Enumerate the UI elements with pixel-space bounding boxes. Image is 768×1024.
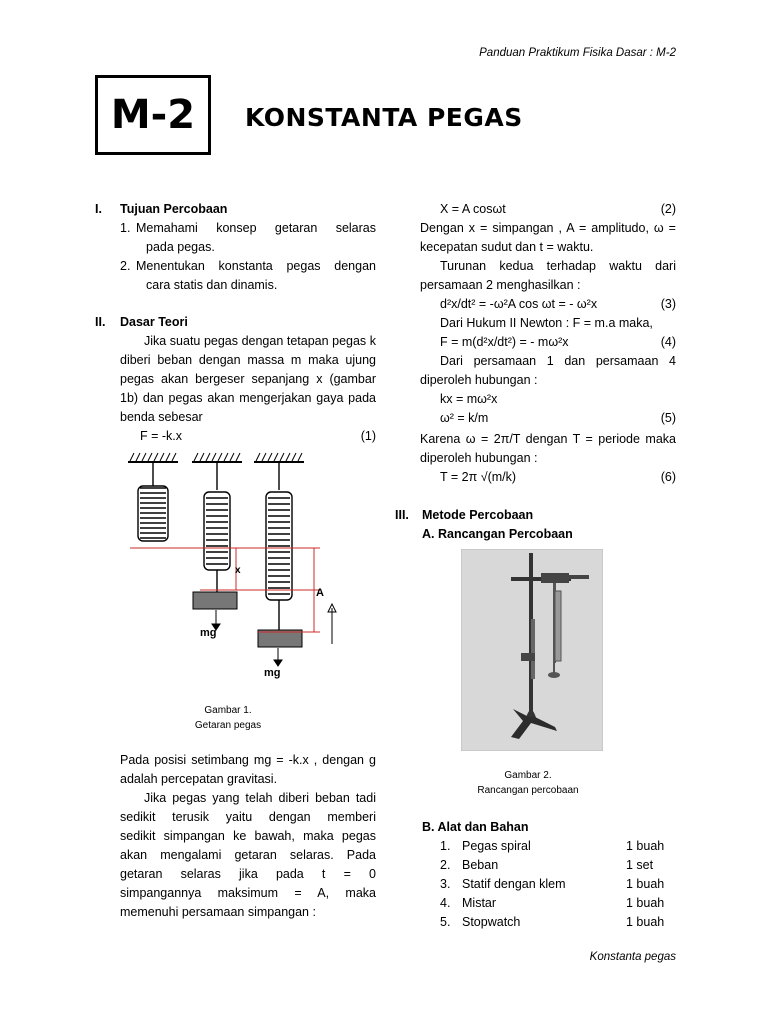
text-line: Pada posisi setimbang mg = -k.x , dengan g <box>120 753 376 767</box>
equation-1 <box>140 427 376 446</box>
subsection-a-title: A. Rancangan Percobaan <box>422 527 573 541</box>
tool-number: 5. <box>440 915 451 929</box>
equation-text: T = 2π √(m/k) <box>440 470 517 484</box>
equation-number: (4) <box>660 335 676 349</box>
text-line: Karena ω = 2π/T dengan T = periode maka <box>420 432 676 446</box>
label-mg-1: mg <box>200 627 217 639</box>
running-header: Panduan Praktikum Fisika Dasar : M-2 <box>479 47 676 59</box>
text-line: persamaan 2 menghasilkan : <box>420 278 581 292</box>
tool-row <box>440 894 680 913</box>
tool-name: Pegas spiral <box>462 839 531 853</box>
sec3-title: Metode Percobaan <box>422 508 534 522</box>
text-line: Dari persamaan 1 dan persamaan 4 <box>440 354 676 368</box>
text-line: Jika pegas yang telah diberi beban tadi <box>144 791 376 805</box>
text-line: 1b) dan pegas akan mengerjakan gaya pada <box>120 391 376 405</box>
objective-text: Menentukan konstanta pegas dengan <box>136 259 376 273</box>
tools-list <box>440 837 680 932</box>
spring-3 <box>266 492 292 630</box>
sec3-number: III. <box>395 508 409 522</box>
tool-number: 3. <box>440 877 451 891</box>
equation-text: F = m(d²x/dt²) = - mω²x <box>440 335 569 349</box>
theory-paragraph-2 <box>120 751 376 789</box>
tool-number: 1. <box>440 839 451 853</box>
objective-number: 2. <box>120 259 131 273</box>
equation-number: (5) <box>660 411 676 425</box>
text-line: simpangannya maksimum = A, maka <box>120 886 376 900</box>
tool-quantity: 1 set <box>626 858 654 872</box>
mass-block-1 <box>193 592 237 609</box>
objective-text: pada pegas. <box>146 240 215 254</box>
period-paragraph <box>420 430 676 468</box>
spring-1 <box>138 486 168 541</box>
sec2-number: II. <box>95 315 106 329</box>
objective-text: Memahami konsep getaran selaras <box>136 221 376 235</box>
label-mg-2: mg <box>264 667 281 679</box>
objective-text: cara statis dan dinamis. <box>146 278 278 292</box>
text-line: Jika suatu pegas dengan tetapan pegas k <box>144 334 376 348</box>
figure-springs <box>120 448 352 686</box>
tool-name: Stopwatch <box>462 915 521 929</box>
equation-text: F = -k.x <box>140 429 183 443</box>
tool-quantity: 1 buah <box>626 915 665 929</box>
equation-text: X = A cosωt <box>440 202 506 216</box>
theory-paragraph-3 <box>120 789 376 922</box>
figure-apparatus-photo <box>461 549 603 751</box>
tool-name: Mistar <box>462 896 497 910</box>
figure-2-caption <box>440 768 616 798</box>
sec2-title: Dasar Teori <box>120 315 188 329</box>
label-x: x <box>235 565 241 576</box>
tool-row <box>440 875 680 894</box>
text-line: Turunan kedua terhadap waktu dari <box>440 259 676 273</box>
equation-3 <box>440 295 676 314</box>
equation-4 <box>440 333 676 352</box>
text-line: pegas akan bergeser sepanjang x (gambar <box>120 372 376 386</box>
running-footer: Konstanta pegas <box>589 951 676 963</box>
objective-item <box>120 257 376 295</box>
equation-5 <box>440 409 676 428</box>
text-line: Dengan x = simpangan , A = amplitudo, ω = <box>420 221 676 235</box>
tool-quantity: 1 buah <box>626 877 665 891</box>
tool-name: Statif dengan klem <box>462 877 566 891</box>
label-a: A <box>316 587 324 599</box>
newton-line: Dari Hukum II Newton : F = m.a maka, <box>440 316 653 330</box>
relation-paragraph <box>420 352 676 390</box>
equation-number: (6) <box>660 470 676 484</box>
caption-text: Rancangan percobaan <box>477 785 579 796</box>
caption-label: Gambar 1. <box>204 705 252 716</box>
text-line: diperoleh hubungan : <box>420 451 538 465</box>
definition-paragraph <box>420 219 676 257</box>
module-code-box <box>95 75 211 155</box>
objective-list <box>120 219 376 295</box>
sec1-number: I. <box>95 202 102 216</box>
equation-number: (3) <box>660 297 676 311</box>
text-line: getaran selaras jika pada t = 0 <box>120 867 376 881</box>
text-line: sedikit simpangan ke bawah, maka pegas <box>120 829 376 843</box>
ceiling-supports <box>128 453 304 462</box>
tool-row <box>440 913 680 932</box>
tool-name: Beban <box>462 858 499 872</box>
equation-text: ω² = k/m <box>440 411 489 425</box>
tool-row <box>440 856 680 875</box>
tool-quantity: 1 buah <box>626 839 665 853</box>
mass-block-2 <box>258 630 302 647</box>
text-line: diperoleh hubungan : <box>420 373 538 387</box>
tool-number: 2. <box>440 858 451 872</box>
module-code: M-2 <box>110 91 196 138</box>
text-line: memenuhi persamaan simpangan : <box>120 905 316 919</box>
equation-number: (1) <box>360 429 376 443</box>
tool-quantity: 1 buah <box>626 896 665 910</box>
theory-paragraph-1 <box>120 332 376 427</box>
text-line: diberi beban dengan massa m maka ujung <box>120 353 376 367</box>
spring-2 <box>204 492 230 592</box>
equation-text: d²x/dt² = -ω²A cos ωt = - ω²x <box>440 297 598 311</box>
text-line: akan mengalami getaran selaras. Pada <box>120 848 376 862</box>
figure-1-caption <box>140 703 316 733</box>
sec1-title: Tujuan Percobaan <box>120 202 228 216</box>
equation-kx: kx = mω²x <box>440 392 498 406</box>
subsection-b-title: B. Alat dan Bahan <box>422 820 529 834</box>
equation-2 <box>440 200 676 219</box>
equation-number: (2) <box>660 202 676 216</box>
text-line: benda sebesar <box>120 410 203 424</box>
text-line: kecepatan sudut dan t = waktu. <box>420 240 594 254</box>
text-line: adalah percepatan gravitasi. <box>120 772 278 786</box>
equation-6 <box>440 468 676 487</box>
caption-text: Getaran pegas <box>194 720 262 731</box>
objective-item <box>120 219 376 257</box>
tool-row <box>440 837 680 856</box>
text-line: sedikit terusik yaitu dengan memberi <box>120 810 376 824</box>
tool-number: 4. <box>440 896 451 910</box>
page-title: KONSTANTA PEGAS <box>245 103 523 132</box>
caption-label: Gambar 2. <box>504 770 552 781</box>
derivative-paragraph <box>420 257 676 295</box>
objective-number: 1. <box>120 221 131 235</box>
